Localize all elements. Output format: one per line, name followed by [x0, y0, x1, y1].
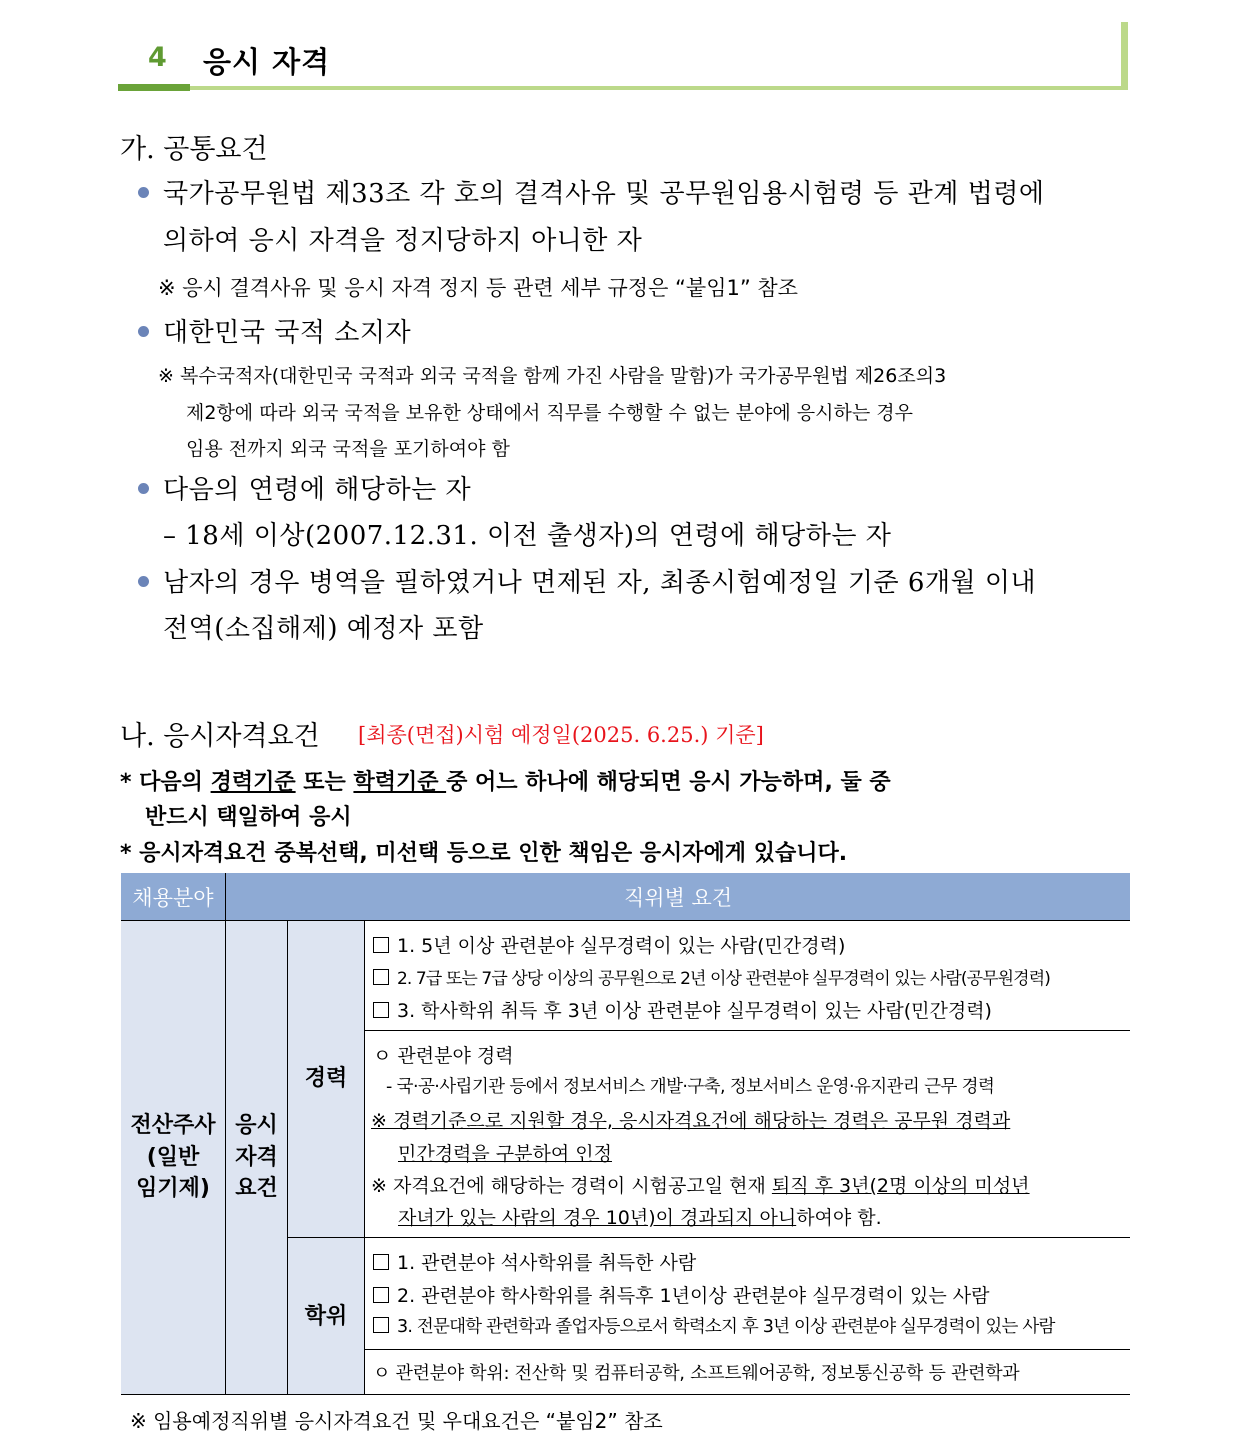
- star1-text-e: 중 어느 하나에 해당되면 응시 가능하며, 둘 중: [446, 770, 891, 795]
- grid-line: [287, 920, 288, 1395]
- requirement-type-cell: [226, 920, 287, 1395]
- qualification-star1-line2: 반드시 택일하여 응시: [145, 805, 352, 830]
- career-note-a1: ※ 경력기준으로 지원할 경우, 응시자격요건에 해당하는 경력은 공무원 경력과: [371, 1110, 1011, 1132]
- degree-item-text: 3. 전문대학 관련학과 졸업자등으로서 학력소지 후 3년 이상 관련분야 실무경력이 있는 사람: [397, 1317, 1055, 1337]
- career-item: [373, 931, 845, 958]
- common-note2-line1: ※ 복수국적자(대한민국 국적과 외국 국적을 함께 가진 사람을 말함)가 국가공무원법 제26조의3: [158, 365, 947, 387]
- degree-item-text: 2. 관련분야 학사학위를 취득후 1년이상 관련분야 실무경력이 있는 사람: [397, 1285, 990, 1307]
- grid-line: [121, 1394, 1130, 1395]
- degree-item: [373, 1313, 1055, 1338]
- career-note-b1-a: ※ 자격요건에 해당하는 경력이 시험공고일 현재: [371, 1175, 772, 1197]
- degree-item: [373, 1248, 696, 1275]
- common-item4-line2: 전역(소집해제) 예정자 포함: [163, 614, 484, 644]
- bullet-icon: [138, 576, 149, 587]
- grid-line: [225, 873, 226, 1395]
- grid-line: [288, 1237, 1130, 1238]
- qualification-heading: 나. 응시자격요건: [120, 721, 320, 752]
- career-note-b2: [398, 1203, 882, 1230]
- star1-text-c: 또는: [295, 770, 354, 795]
- grid-line: [121, 920, 1130, 921]
- req-line1: 응시: [235, 1112, 278, 1138]
- common-note2-line3: 임용 전까지 외국 국적을 포기하여야 함: [186, 438, 510, 460]
- section-number: 4: [148, 42, 167, 73]
- table-header-field: 채용분야: [121, 873, 225, 920]
- checkbox-icon: [373, 1287, 389, 1303]
- degree-item-text: 1. 관련분야 석사학위를 취득한 사람: [397, 1252, 697, 1274]
- qualification-heading-note: [최종(면접)시험 예정일(2025. 6.25.) 기준]: [358, 723, 764, 747]
- common-item1-line2: 의하여 응시 자격을 정지당하지 아니한 자: [163, 226, 643, 256]
- star1-degree-criterion: 학력기준: [353, 770, 447, 795]
- career-note-b2-a: 자녀가 있는 사람의 경우 10년)이 경과되지 아니: [398, 1207, 797, 1229]
- degree-label: 학위: [304, 1303, 348, 1329]
- common-item2: 대한민국 국적 소지자: [163, 318, 412, 348]
- common-item4-line1: 남자의 경우 병역을 필하였거나 면제된 자, 최종시험예정일 기준 6개월 이내: [163, 568, 1037, 598]
- common-item3-sub: – 18세 이상(2007.12.31. 이전 출생자)의 연령에 해당하는 자: [163, 521, 892, 551]
- header-underline-accent: [118, 84, 190, 91]
- common-item3: 다음의 연령에 해당하는 자: [163, 475, 472, 505]
- checkbox-icon: [373, 1002, 389, 1018]
- career-item-text: 2. 7급 또는 7급 상당 이상의 공무원으로 2년 이상 관련분야 실무경력이 있는 사람(공무원경력): [397, 969, 1050, 989]
- qualification-star1-line1: [120, 765, 891, 796]
- table-header-requirement: 직위별 요건: [226, 873, 1130, 920]
- field-line3: 임기제): [136, 1176, 210, 1202]
- req-line2: 자격: [235, 1144, 278, 1170]
- field-cell: [121, 920, 225, 1395]
- field-line1: 전산주사: [130, 1112, 216, 1138]
- common-item1-line1: 국가공무원법 제33조 각 호의 결격사유 및 공무원임용시험령 등 관계 법령에: [163, 179, 1045, 209]
- bullet-icon: [138, 326, 149, 337]
- bullet-icon: [138, 483, 149, 494]
- grid-line: [364, 1030, 1130, 1031]
- section-title: 응시 자격: [203, 45, 331, 79]
- footer-note: ※ 임용예정직위별 응시자격요건 및 우대요건은 “붙임2” 참조: [130, 1409, 663, 1433]
- field-line2: (일반: [146, 1144, 200, 1170]
- career-note-b1: [371, 1171, 1030, 1198]
- career-label: 경력: [304, 1065, 348, 1091]
- req-line3: 요건: [235, 1176, 278, 1202]
- header-right-bar: [1121, 22, 1128, 90]
- qualification-table: [121, 873, 1130, 1395]
- career-item: [373, 996, 992, 1023]
- career-note-b1-b: 퇴직 후 3년(2명 이상의 미성년: [771, 1175, 1030, 1197]
- degree-label-cell: [288, 1238, 364, 1395]
- bullet-icon: [138, 187, 149, 198]
- checkbox-icon: [373, 1254, 389, 1270]
- degree-note: ㅇ 관련분야 학위: 전산학 및 컴퓨터공학, 소프트웨어공학, 정보통신공학 등 관련학과: [373, 1363, 1020, 1384]
- qualification-star2: * 응시자격요건 중복선택, 미선택 등으로 인한 책임은 응시자에게 있습니다.: [120, 841, 848, 866]
- checkbox-icon: [373, 937, 389, 953]
- common-note1: ※ 응시 결격사유 및 응시 자격 정지 등 관련 세부 규정은 “붙임1” 참조: [158, 276, 798, 300]
- degree-item: [373, 1281, 989, 1308]
- star1-career-criterion: 경력기준: [210, 770, 296, 795]
- checkbox-icon: [373, 1317, 389, 1333]
- grid-line: [364, 920, 365, 1395]
- checkbox-icon: [373, 969, 389, 985]
- section-header: [118, 22, 1128, 92]
- career-item-text: 3. 학사학위 취득 후 3년 이상 관련분야 실무경력이 있는 사람(민간경력): [397, 1000, 992, 1022]
- header-underline: [118, 86, 1128, 90]
- star1-text-a: * 다음의: [120, 770, 211, 795]
- career-note-b2-b: 하여야 함.: [796, 1207, 882, 1229]
- career-note-title: ㅇ 관련분야 경력: [373, 1045, 514, 1067]
- career-label-cell: [288, 920, 364, 1237]
- common-note2-line2: 제2항에 따라 외국 국적을 보유한 상태에서 직무를 수행할 수 없는 분야에 응시하는 경우: [186, 402, 913, 424]
- common-heading: 가. 공통요건: [120, 134, 268, 165]
- career-note-dash: - 국·공·사립기관 등에서 정보서비스 개발·구축, 정보서비스 운영·유지관리 근무 경력: [386, 1077, 995, 1097]
- career-item: [373, 964, 1050, 989]
- grid-line: [364, 1349, 1130, 1350]
- career-item-text: 1. 5년 이상 관련분야 실무경력이 있는 사람(민간경력): [397, 935, 846, 957]
- career-note-a2: 민간경력을 구분하여 인정: [398, 1143, 612, 1165]
